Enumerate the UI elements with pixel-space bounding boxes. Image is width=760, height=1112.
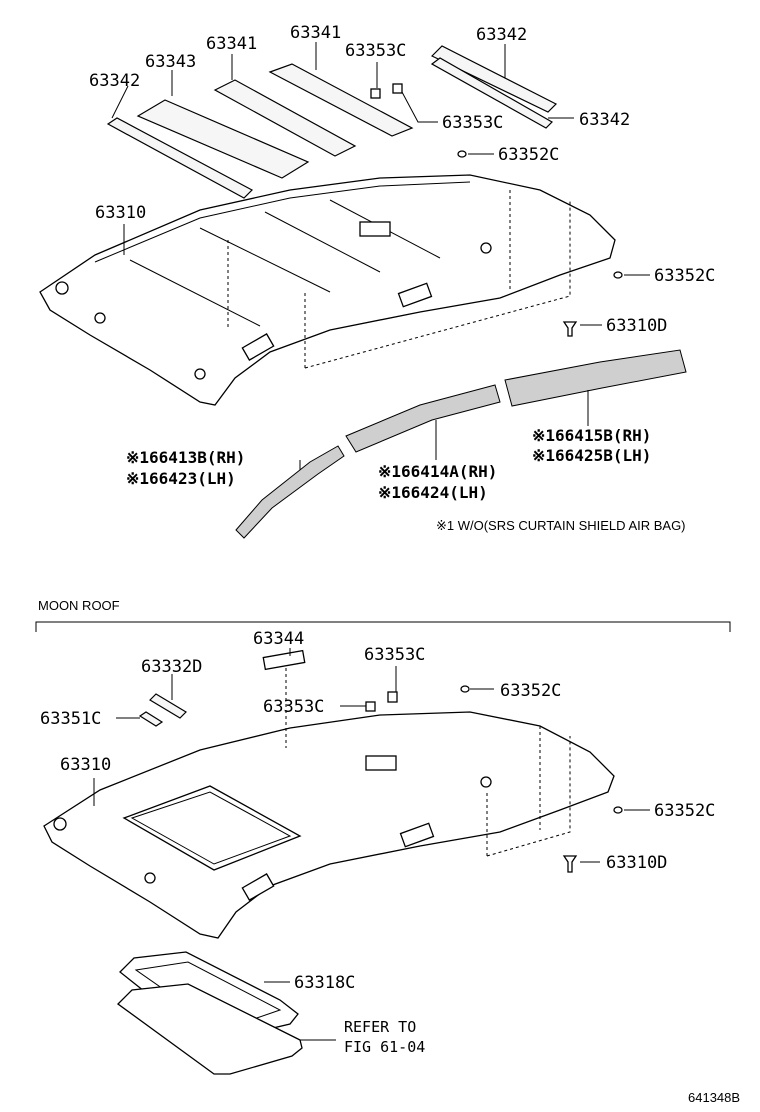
clip-63352c-mr-side: [614, 807, 622, 813]
clip-63353c-a: [371, 89, 380, 98]
label-63352c-1: 63352C: [498, 145, 560, 165]
label-63310d-top: 63310D: [606, 316, 668, 336]
headliner-hole-a: [56, 282, 68, 294]
moon-roof-heading: MOON ROOF: [38, 598, 120, 613]
headliner-hole-c: [195, 369, 205, 379]
label-66424: ※166424(LH): [378, 483, 488, 502]
label-63344: 63344: [253, 629, 305, 649]
label-63352c-2: 63352C: [654, 266, 716, 286]
label-66423: ※166423(LH): [126, 469, 236, 488]
clip-63353c-mr-a: [388, 692, 397, 702]
headliner-hole-b: [95, 313, 105, 323]
clip-63352c-top: [458, 151, 466, 157]
label-63343: 63343: [145, 52, 197, 72]
label-63351c: 63351C: [40, 709, 102, 729]
label-66413b: ※166413B(RH): [126, 448, 246, 467]
mr-hole-c: [481, 777, 491, 787]
clip-63353c-b: [393, 84, 402, 93]
label-63353c-top: 63353C: [345, 41, 407, 61]
label-63342-left: 63342: [89, 71, 141, 91]
label-63310-top: 63310: [95, 203, 147, 223]
shield-66414a-shape: [346, 385, 500, 452]
headliner-sunvisor-recess: [360, 222, 390, 236]
strip-63351c-shape: [140, 712, 162, 726]
label-63341b: 63341: [290, 23, 342, 43]
label-63342-top: 63342: [476, 25, 528, 45]
pin-63310d-mr: [564, 856, 576, 872]
pin-63310d: [564, 322, 576, 336]
moon-roof-assembly: [44, 648, 650, 1074]
label-63332d: 63332D: [141, 657, 203, 677]
clip-63352c-mr-top: [461, 686, 469, 692]
label-fig-ref: FIG 61-04: [344, 1038, 426, 1056]
label-63342-right: 63342: [579, 110, 631, 130]
strip-63332d-shape: [150, 694, 186, 718]
label-refer-to: REFER TO: [344, 1018, 417, 1036]
shield-66413b-shape: [236, 446, 344, 538]
shield-66415b-shape: [505, 350, 686, 406]
label-63310d-mr: 63310D: [606, 853, 668, 873]
pad-63344-shape: [263, 651, 304, 670]
label-63352c-mr2: 63352C: [654, 801, 716, 821]
note-airbag: ※1 W/O(SRS CURTAIN SHIELD AIR BAG): [436, 518, 686, 533]
headliner-hole-d: [481, 243, 491, 253]
clip-63352c-side: [614, 272, 622, 278]
label-63353c-mr1: 63353C: [364, 645, 426, 665]
headliner-63310-mr-shape: [44, 712, 614, 938]
clip-63353c-mr-b: [366, 702, 375, 711]
mr-sunvisor-recess: [366, 756, 396, 770]
label-63310-mr: 63310: [60, 755, 112, 775]
label-66415b: ※166415B(RH): [532, 426, 652, 445]
part-63342-right-shape: [432, 46, 556, 112]
label-66414a: ※166414A(RH): [378, 462, 498, 481]
label-63318c: 63318C: [294, 973, 356, 993]
label-63341a: 63341: [206, 34, 258, 54]
label-63353c-mid: 63353C: [442, 113, 504, 133]
label-63353c-mr2: 63353C: [263, 697, 325, 717]
mr-hole-b: [145, 873, 155, 883]
label-63352c-mr1: 63352C: [500, 681, 562, 701]
figure-id: 641348B: [688, 1090, 741, 1105]
label-66425b: ※166425B(LH): [532, 446, 652, 465]
mr-hole-a: [54, 818, 66, 830]
moon-roof-bracket: [36, 622, 730, 632]
